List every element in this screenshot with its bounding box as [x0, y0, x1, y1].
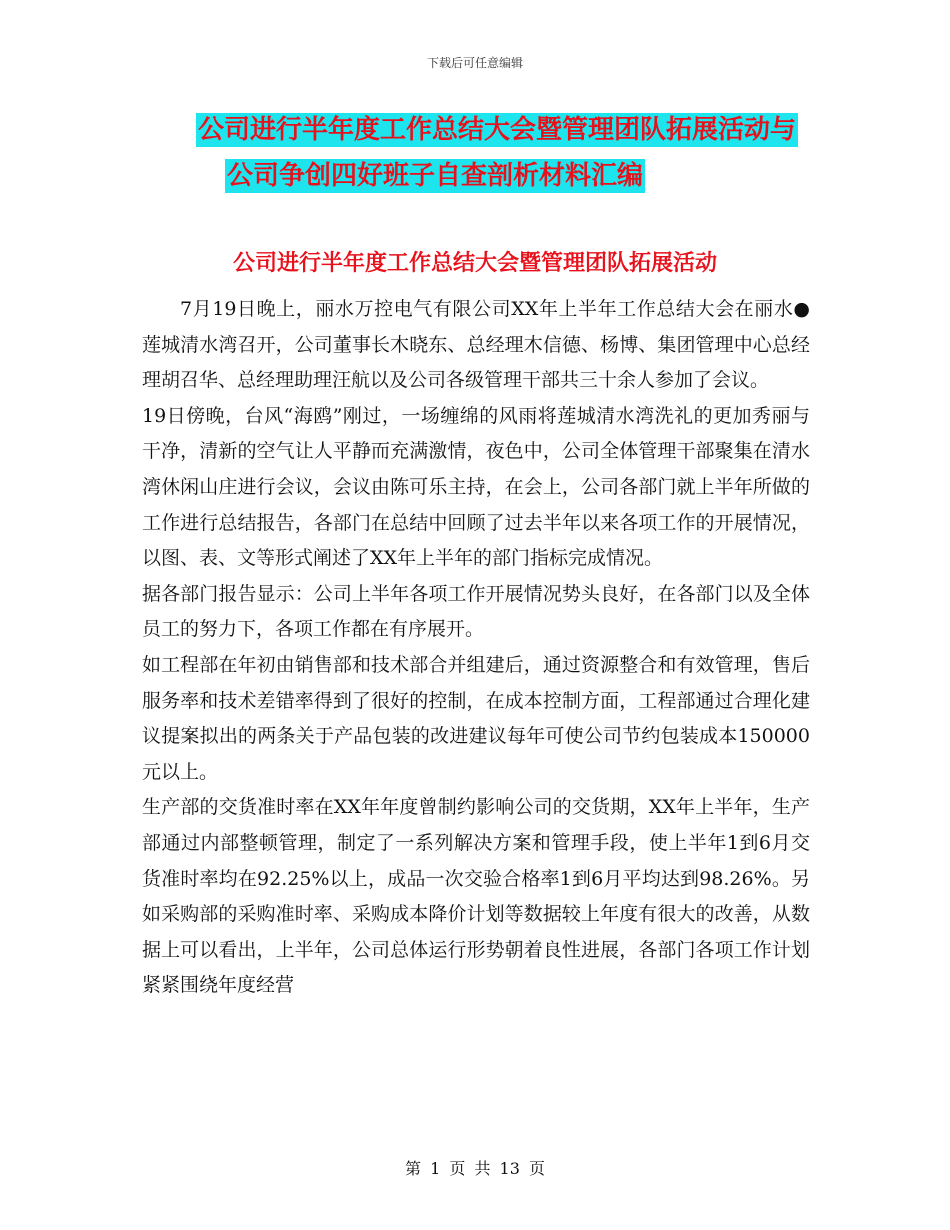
title-highlight-2: 公司争创四好班子自查剖析材料汇编 — [226, 161, 643, 191]
document-title-line-2 — [0, 156, 910, 196]
paragraph: 据各部门报告显示：公司上半年各项工作开展情况势头良好，在各部门以及全体员工的努力下，各项工作都在有序展开。 — [142, 582, 810, 641]
document-title-line-1 — [0, 110, 950, 150]
section-heading: 公司进行半年度工作总结大会暨管理团队拓展活动 — [232, 251, 717, 276]
header-note: 下载后可任意编辑 — [426, 56, 523, 70]
paragraph: 如工程部在年初由销售部和技术部合并组建后，通过资源整合和有效管理，售后服务率和技术差错率得到了很好的控制，在成本控制方面，工程部通过合理化建议提案拟出的两条关于产品包装的改进建议每年可使公司节约包装成本150000元以上。 — [142, 653, 810, 783]
page-footer: 第 1 页 共 13 页 — [405, 1159, 545, 1178]
paragraph: 生产部的交货准时率在XX年年度曾制约影响公司的交货期，XX年上半年，生产部通过内部整顿管理，制定了一系列解决方案和管理手段，使上半年1到6月交货准时率均在92.25%以上，成品一次交验合格率1到6月平均达到98.26%。另如采购部的采购准时率、采购成本降价计划等数据较上年度有很大的改善，从数据上可以看出，上半年，公司总体运行形势朝着良性进展，各部门各项工作计划紧紧围绕年度经营 — [142, 796, 810, 997]
paragraph: 19日傍晚，台风“海鸥”刚过，一场缠绵的风雨将莲城清水湾洗礼的更加秀丽与干净，清新的空气让人平静而充满激情，夜色中，公司全体管理干部聚集在清水湾休闲山庄进行会议，会议由陈可乐主持，在会上，公司各部门就上半年所做的工作进行总结报告，各部门在总结中回顾了过去半年以来各项工作的开展情况，以图、表、文等形式阐述了XX年上半年的部门指标完成情况。 — [142, 404, 810, 570]
title-highlight-1: 公司进行半年度工作总结大会暨管理团队拓展活动与 — [197, 115, 796, 145]
body-text — [142, 292, 810, 1004]
paragraph: 7月19日晚上，丽水万控电气有限公司XX年上半年工作总结大会在丽水●莲城清水湾召开，公司董事长木晓东、总经理木信德、杨博、集团管理中心总经理胡召华、总经理助理汪航以及公司各级管理干部共三十余人参加了会议。 — [142, 298, 810, 392]
